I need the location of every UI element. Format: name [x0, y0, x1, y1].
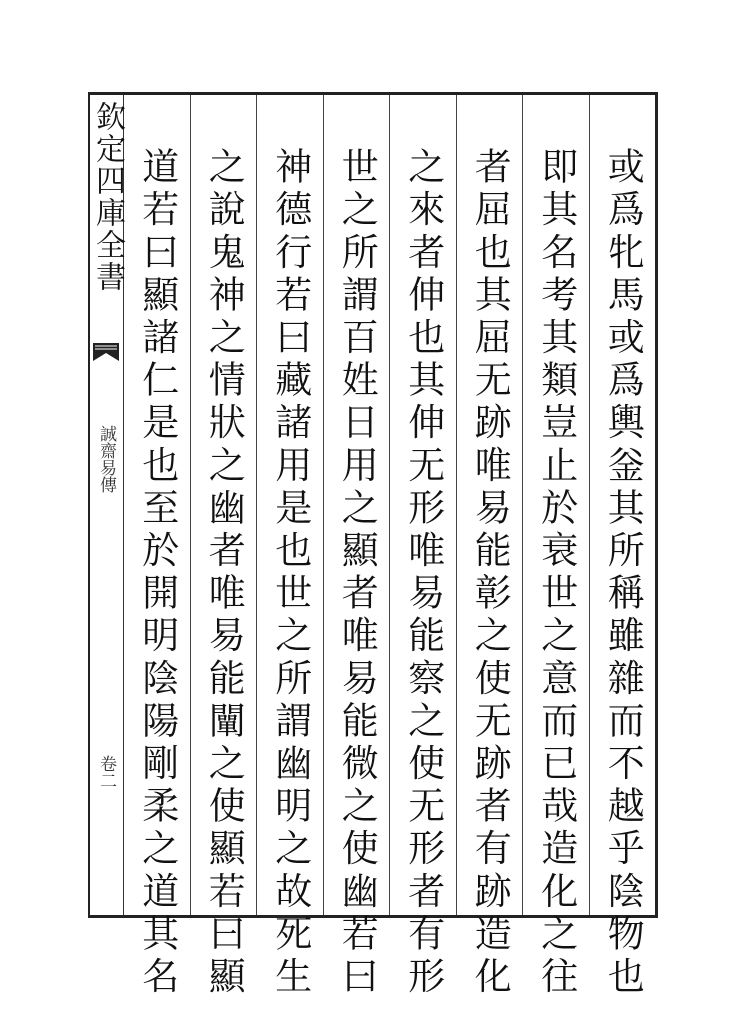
column-text: 世之所謂百姓日用之顯者唯易能微之使幽若曰 — [335, 147, 379, 999]
column-text: 之來者伸也其伸无形唯易能察之使无形者有形 — [401, 147, 445, 999]
column-text: 者屈也其屈无跡唯易能彰之使无跡者有跡造化 — [468, 147, 512, 999]
text-column — [456, 95, 523, 999]
column-text: 道若曰顯諸仁是也至於開明陰陽剛柔之道其名 — [135, 147, 179, 999]
column-text: 或爲牝馬或爲輿釡其所稱雖雜而不越乎陰物也 — [601, 147, 645, 999]
text-column — [589, 95, 656, 999]
column-text: 神德行若曰藏諸用是也世之所謂幽明之故死生 — [268, 147, 312, 999]
column-text: 之說鬼神之情狀之幽者唯易能闡之使顯若曰顯 — [202, 147, 246, 999]
book-title: 誠齋易傳 — [96, 425, 116, 493]
text-column — [256, 95, 323, 999]
text-columns — [124, 95, 655, 999]
page-number: 卷二 — [96, 755, 116, 789]
text-column — [190, 95, 257, 999]
column-text: 即其名考其類豈止於衰世之意而已哉造化之往 — [534, 147, 578, 999]
margin-strip — [90, 95, 124, 915]
text-column — [389, 95, 456, 999]
text-column — [522, 95, 589, 999]
text-column — [323, 95, 390, 999]
page-frame — [88, 92, 658, 999]
text-column — [124, 95, 190, 999]
fish-tail-icon — [92, 341, 120, 365]
library-title: 欽定四庫全書 — [90, 101, 125, 293]
